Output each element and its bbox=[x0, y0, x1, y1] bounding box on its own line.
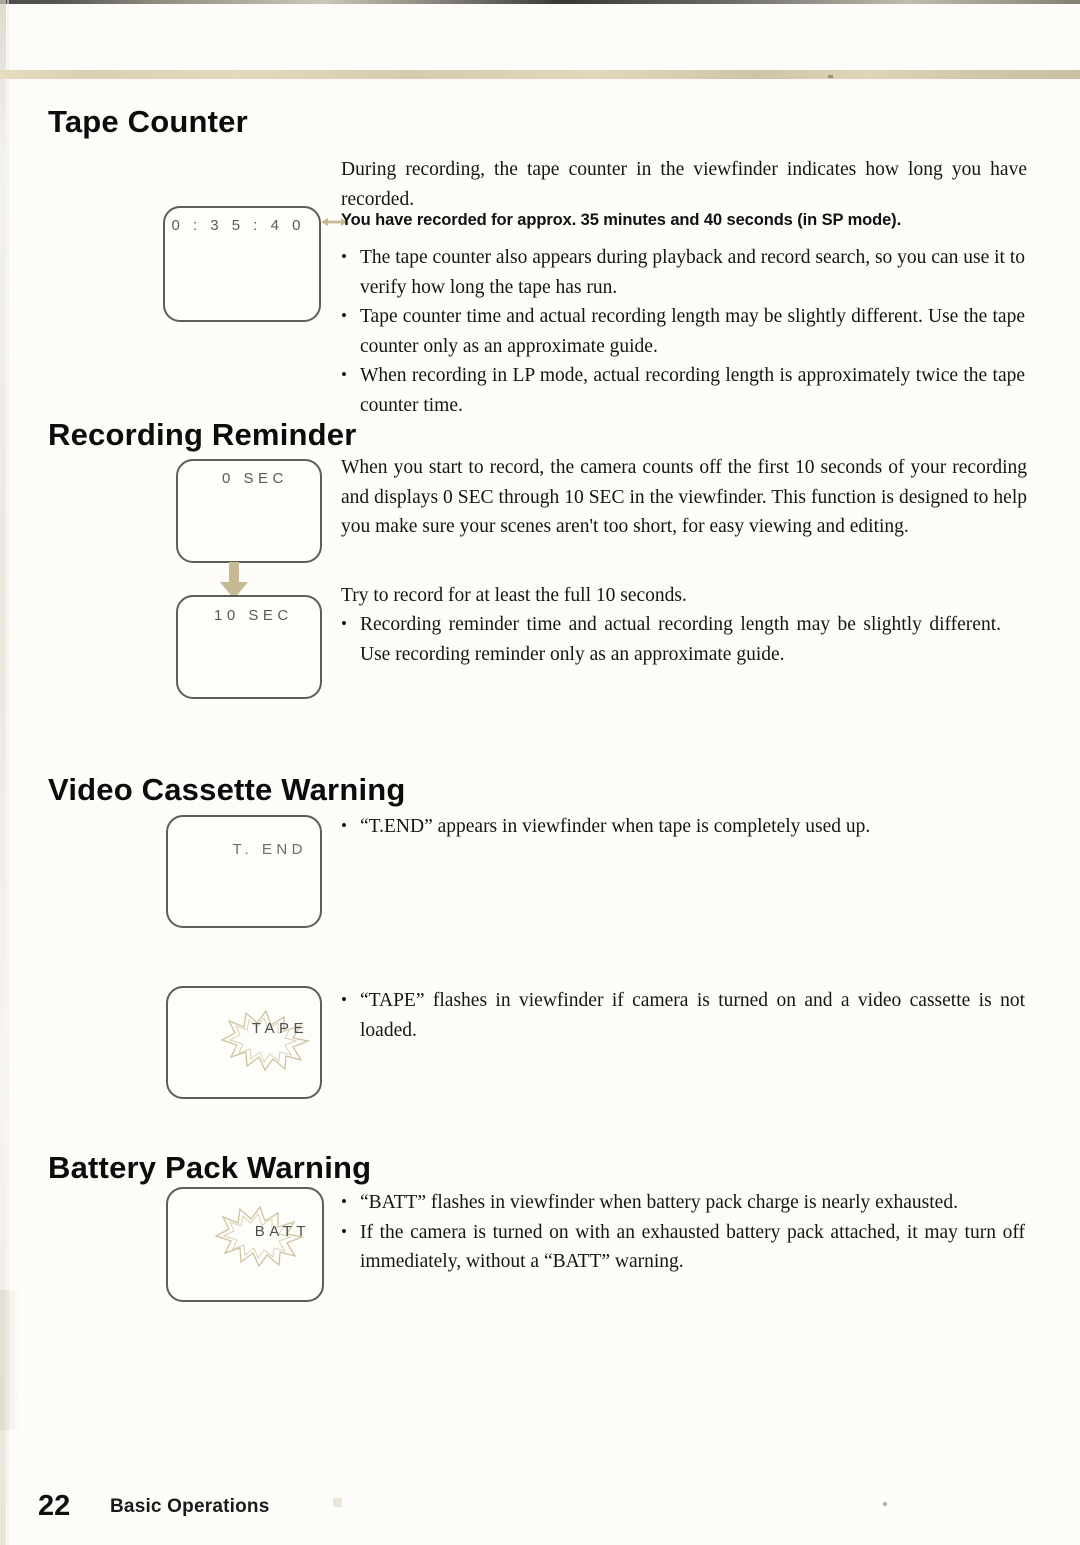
heading-recording-reminder: Recording Reminder bbox=[48, 417, 357, 452]
list-item: • “TAPE” flashes in viewfinder if camera is turned on and a video cassette is not loaded. bbox=[341, 986, 1025, 1045]
scan-top-edge bbox=[0, 0, 1080, 4]
viewfinder-display-counter: 0 : 3 5 : 4 0 bbox=[171, 217, 305, 234]
scan-speck bbox=[333, 1498, 342, 1507]
viewfinder-tape-counter bbox=[163, 206, 321, 322]
heading-video-cassette-warning: Video Cassette Warning bbox=[48, 772, 406, 807]
footer-section-label: Basic Operations bbox=[110, 1496, 270, 1517]
viewfinder-batt bbox=[166, 1187, 324, 1302]
viewfinder-0-sec bbox=[176, 459, 322, 563]
battery-pack-bullet-list bbox=[341, 1188, 1025, 1277]
list-item: • The tape counter also appears during playback and record search, so you can use it to verify how long the tape has run. bbox=[341, 243, 1025, 302]
list-item: • Tape counter time and actual recording length may be slightly different. Use the tape counter only as an approximate guide. bbox=[341, 302, 1025, 361]
recording-reminder-intro-text: When you start to record, the camera counts off the first 10 seconds of your recording and displays 0 SEC through 10 SEC in the viewfinder. This function is designed to help you make sure your scenes aren't too short, for easy viewing and editing. bbox=[341, 457, 1027, 537]
list-item: • If the camera is turned on with an exhausted battery pack attached, it may turn off immediately, without a “BATT” warning. bbox=[341, 1218, 1025, 1277]
viewfinder-display-tape: TAPE bbox=[251, 1020, 308, 1037]
video-cassette-bullet-list-2 bbox=[341, 986, 1025, 1045]
recording-reminder-note: Try to record for at least the full 10 seconds. bbox=[341, 585, 687, 606]
list-item: • “BATT” flashes in viewfinder when battery pack charge is nearly exhausted. bbox=[341, 1188, 1025, 1218]
viewfinder-tape bbox=[166, 986, 322, 1099]
viewfinder-display-batt: BATT bbox=[254, 1223, 310, 1240]
video-cassette-bullet-list-1 bbox=[341, 812, 1025, 842]
header-rule bbox=[0, 70, 1080, 79]
tape-counter-bullet-list bbox=[341, 243, 1025, 420]
flash-burst-icon bbox=[216, 1008, 312, 1072]
header-rule-speck bbox=[828, 75, 833, 78]
viewfinder-t-end bbox=[166, 815, 322, 928]
viewfinder-display-0-sec: 0 SEC bbox=[222, 470, 288, 487]
list-item: • Recording reminder time and actual recording length may be slightly different. Use recording reminder only as an approximate guide. bbox=[341, 610, 1001, 669]
scan-speck bbox=[883, 1502, 887, 1506]
heading-battery-pack-warning: Battery Pack Warning bbox=[48, 1150, 372, 1185]
heading-tape-counter: Tape Counter bbox=[48, 104, 248, 139]
footer-page-number: 22 bbox=[38, 1490, 71, 1522]
tape-counter-intro-text: During recording, the tape counter in the viewfinder indicates how long you have recorded. bbox=[341, 159, 1027, 210]
scan-blotch bbox=[0, 1290, 20, 1430]
list-item: • “T.END” appears in viewfinder when tape is completely used up. bbox=[341, 812, 1025, 842]
tape-counter-callout: You have recorded for approx. 35 minutes and 40 seconds (in SP mode). bbox=[341, 211, 902, 229]
viewfinder-display-10-sec: 10 SEC bbox=[214, 607, 293, 624]
viewfinder-10-sec bbox=[176, 595, 322, 699]
recording-reminder-bullet-list bbox=[341, 610, 1001, 669]
list-item: • When recording in LP mode, actual recording length is approximately twice the tape counter time. bbox=[341, 361, 1025, 420]
viewfinder-display-t-end: T. END bbox=[232, 841, 307, 858]
